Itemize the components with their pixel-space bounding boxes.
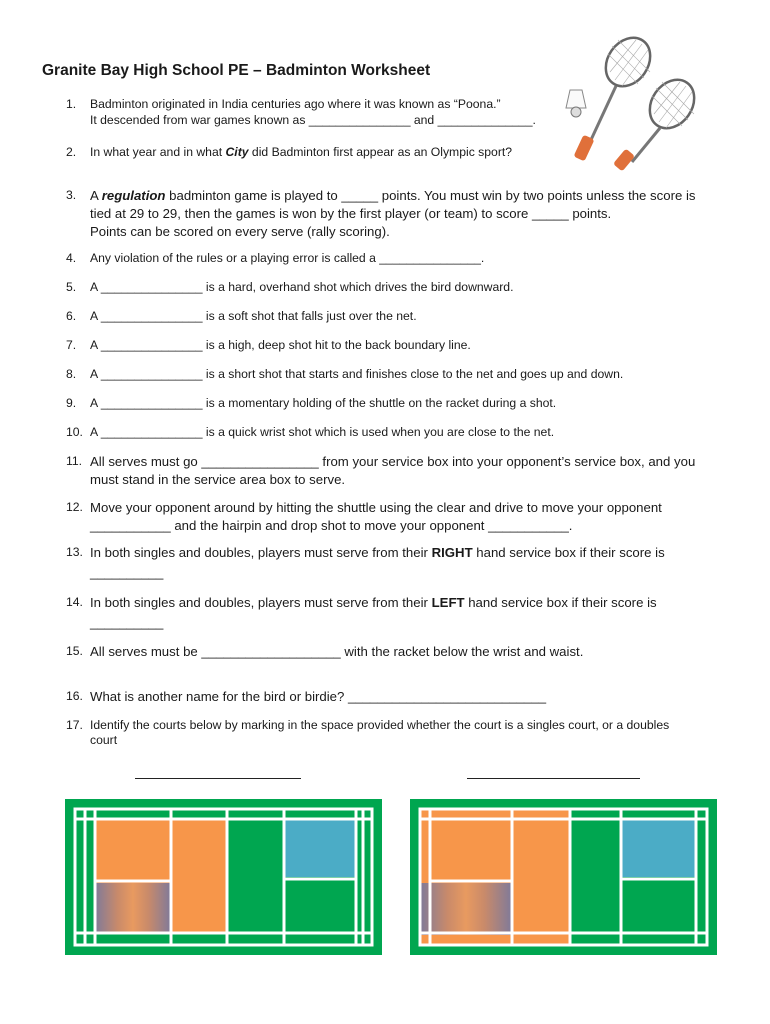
court-blue-box [284, 819, 356, 877]
right-court-diagram [410, 799, 717, 955]
left-court-answer-line[interactable] [135, 778, 301, 779]
right-court-answer-line[interactable] [467, 778, 640, 779]
left-court-diagram [65, 799, 382, 955]
court-blue-box [621, 819, 696, 877]
court-gradient-box [95, 883, 171, 933]
badminton-rackets-icon [560, 32, 710, 172]
court-gradient-box [420, 883, 512, 935]
page-title: Granite Bay High School PE – Badminton Worksheet [42, 62, 431, 79]
